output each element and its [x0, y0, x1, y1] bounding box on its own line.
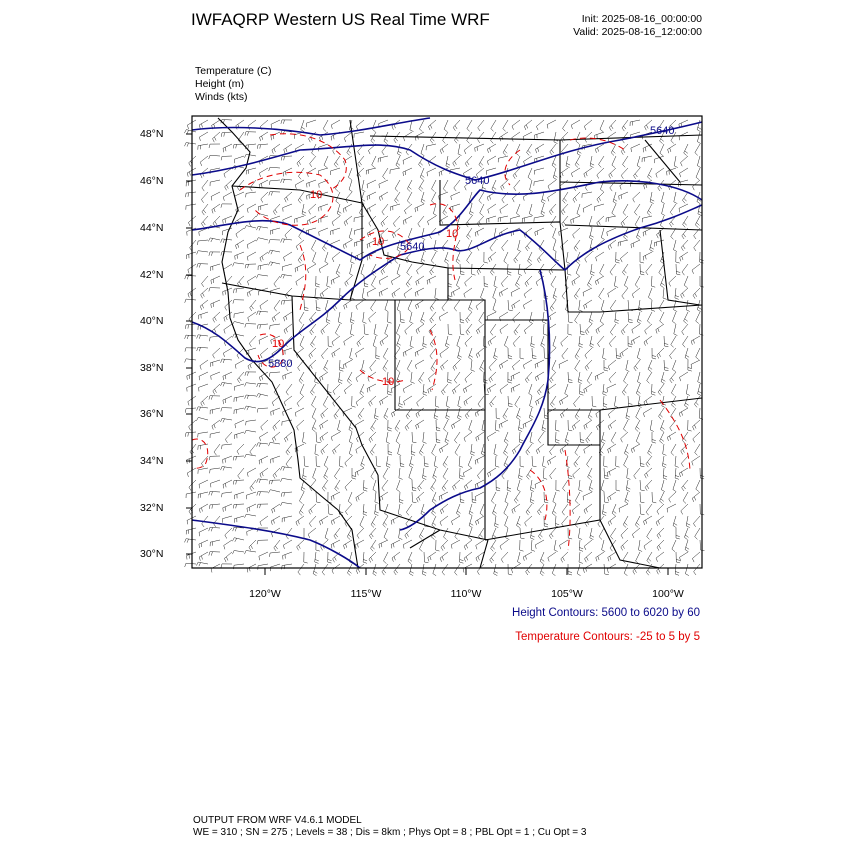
temperature-contour-label: 10 [446, 228, 459, 240]
temperature-contours-legend: Temperature Contours: -25 to 5 by 5 [515, 631, 700, 643]
lon-label: 110°W [450, 588, 482, 600]
field-height: Height (m) [195, 78, 245, 90]
lat-label: 42°N [140, 269, 164, 281]
valid-time: Valid: 2025-08-16_12:00:00 [573, 26, 702, 38]
lon-label: 115°W [350, 588, 382, 600]
init-time: Init: 2025-08-16_00:00:00 [581, 13, 702, 25]
lon-label: 105°W [551, 588, 583, 600]
temperature-contour-label: 10 [272, 338, 285, 350]
temperature-contour-label: 10 [372, 236, 385, 248]
latitude-ticks [186, 134, 192, 554]
lat-label: 36°N [140, 408, 164, 420]
lat-label: 30°N [140, 548, 164, 560]
height-contour-label: 5640 [465, 175, 490, 187]
temperature-contours [192, 134, 690, 550]
model-info-line2: WE = 310 ; SN = 275 ; Levels = 38 ; Dis = 8km ; Phys Opt = 8 ; PBL Opt = 1 ; Cu Opt = 3 [193, 827, 587, 838]
height-contour-label: 5880 [268, 358, 293, 370]
plot-title: IWFAQRP Western US Real Time WRF [191, 10, 490, 29]
state-borders [218, 118, 702, 568]
field-temperature: Temperature (C) [195, 65, 272, 77]
lat-label: 44°N [140, 222, 164, 234]
lat-label: 46°N [140, 175, 164, 187]
lat-label: 48°N [140, 128, 164, 140]
model-info-line1: OUTPUT FROM WRF V4.6.1 MODEL [193, 815, 362, 826]
temperature-contour-label: 10 [310, 189, 323, 201]
height-contour-label: 5640 [400, 241, 425, 253]
lat-label: 32°N [140, 502, 164, 514]
height-contours [192, 118, 702, 568]
field-winds: Winds (kts) [195, 91, 248, 103]
lat-label: 38°N [140, 362, 164, 374]
lat-label: 34°N [140, 455, 164, 467]
lat-label: 40°N [140, 315, 164, 327]
temperature-contour-label: 10 [382, 376, 395, 388]
lon-label: 100°W [652, 588, 684, 600]
lon-label: 120°W [249, 588, 281, 600]
height-contours-legend: Height Contours: 5600 to 6020 by 60 [512, 607, 700, 619]
height-contour-label: 5640 [650, 125, 675, 137]
